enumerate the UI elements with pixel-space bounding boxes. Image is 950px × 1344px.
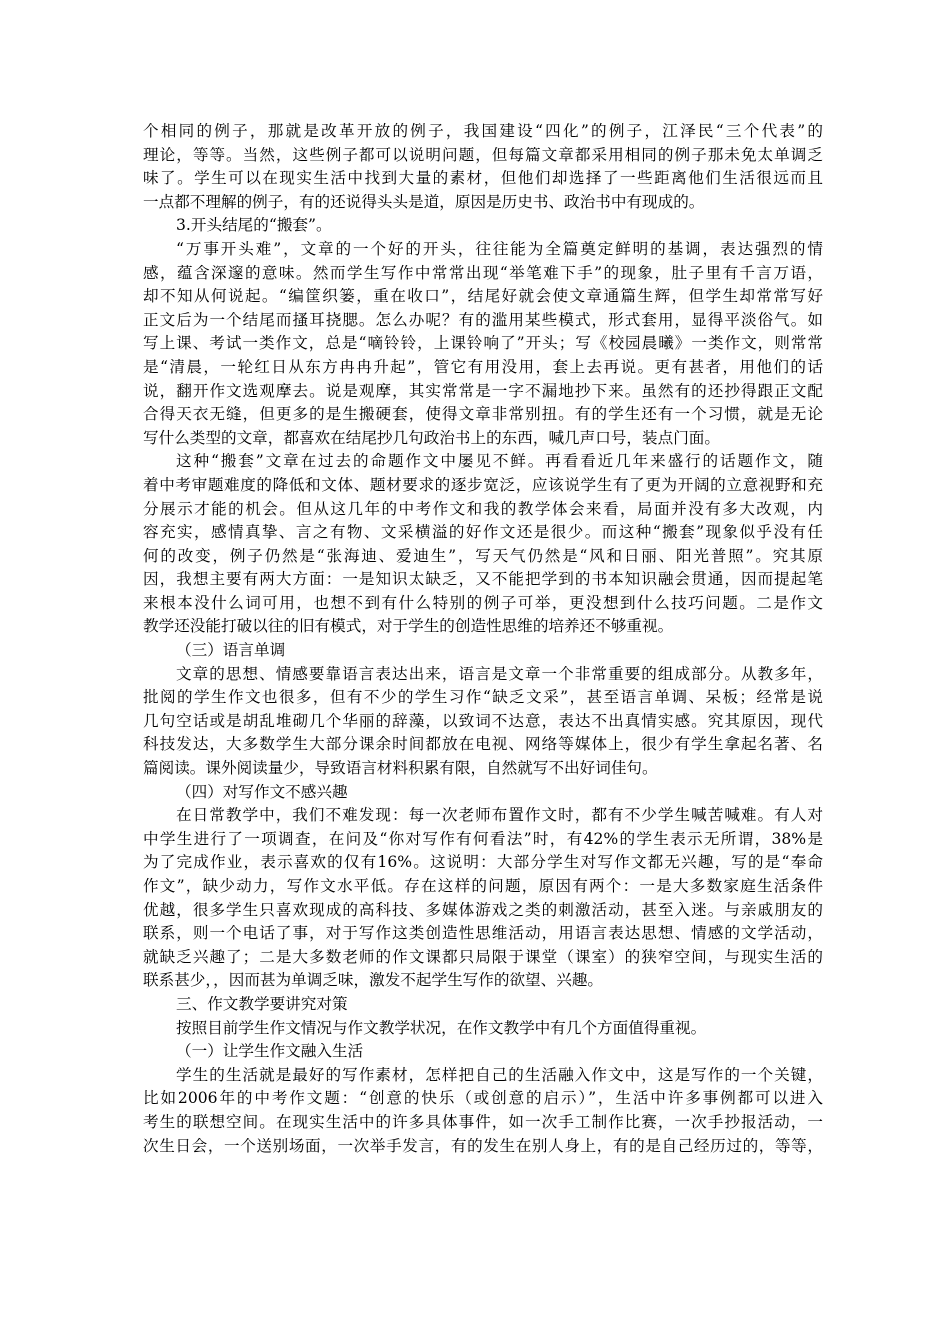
text-line: 味了。学生可以在现实生活中找到大量的素材，但他们却选择了一些距离他们生活很远而且 xyxy=(143,169,823,188)
text-line: 来根本没什么词可用，也想不到有什么特别的例子可举，更没想到什么技巧问题。二是作文 xyxy=(143,593,823,612)
text-line: 按照目前学生作文情况与作文教学状况，在作文教学中有几个方面值得重视。 xyxy=(176,1018,707,1037)
text-line: 容充实，感情真挚、言之有物、文采横溢的好作文还是很少。而这种“搬套”现象似乎没有任 xyxy=(143,523,823,542)
text-line: 何的改变，例子仍然是“张海迪、爱迪生”，写天气仍然是“风和日丽、阳光普照”。究其原 xyxy=(143,546,823,565)
text-line: 为了完成作业，表示喜欢的仅有16%。这说明：大部分学生对写作文都无兴趣，写的是“奉命 xyxy=(143,853,823,872)
text-line: 一点都不理解的例子，有的还说得头头是道，原因是历史书、政治书中有现成的。 xyxy=(143,192,705,211)
text-line: 中学生进行了一项调查，在问及“你对写作有何看法”时，有42%的学生表示无所谓，38%是 xyxy=(143,829,823,848)
text-line: 个相同的例子，那就是改革开放的例子，我国建设“四化”的例子，江泽民“三个代表”的 xyxy=(143,122,823,140)
text-line: 优越，很多学生只喜欢现成的高科技、多媒体游戏之类的刺激活动，甚至入迷。与亲戚朋友的 xyxy=(143,900,823,919)
section-heading: 三、作文教学要讲究对策 xyxy=(176,994,348,1013)
text-line: 作文”，缺少动力，写作文水平低。存在这样的问题，原因有两个：一是大多数家庭生活条件 xyxy=(143,877,823,895)
text-line: 是“清晨，一轮红日从东方冉冉升起”，管它有用没用，套上去再说。更有甚者，用他们的话 xyxy=(143,357,823,376)
text-line: 写什么类型的文章，都喜欢在结尾抄几句政治书上的东西，喊几声口号，装点门面。 xyxy=(143,428,720,447)
text-line: 因，我想主要有两大方面：一是知识太缺乏，又不能把学到的书本知识融会贯通，因而提起笔 xyxy=(143,570,823,589)
text-line: 批阅的学生作文也很多，但有不少的学生习作“缺乏文采”，甚至语言单调、呆板；经常是说 xyxy=(143,688,823,707)
text-line: 感，蕴含深邃的意味。然而学生写作中常常出现“举笔难下手”的现象，肚子里有千言万语， xyxy=(143,263,823,282)
text-line: 教学还没能打破以往的旧有模式，对于学生的创造性思维的培养还不够重视。 xyxy=(143,617,674,636)
section-heading: 3.开头结尾的“搬套”。 xyxy=(176,216,332,235)
text-line: 却不知从何说起。“编筐织篓，重在收口”，结尾好就会使文章通篇生辉，但学生却常常写好 xyxy=(143,287,823,306)
text-line: 联系甚少，，因而甚为单调乏味，激发不起学生写作的欲望、兴趣。 xyxy=(143,971,604,990)
text-line: 几句空话或是胡乱堆砌几个华丽的辞藻，以致词不达意，表达不出真情实感。究其原因，现代 xyxy=(143,711,823,730)
text-line: 正文后为一个结尾而搔耳挠腮。怎么办呢？有的滥用某些模式，形式套用，显得平淡俗气。如 xyxy=(143,310,823,329)
text-line: 科技发达，大多数学生大部分课余时间都放在电视、网络等媒体上，很少有学生拿起名著、名 xyxy=(143,735,823,754)
text-line: 这种“搬套”文章在过去的命题作文中屡见不鲜。再看看近几年来盛行的话题作文，随 xyxy=(176,452,823,471)
text-line: 考生的联想空间。在现实生活中的许多具体事件，如一次手工制作比赛，一次手抄报活动，一 xyxy=(143,1112,823,1131)
text-line: 比如2006年的中考作文题：“创意的快乐（或创意的启示）”，生活中许多事例都可以进入 xyxy=(143,1089,823,1108)
text-line: 分展示才能的机会。但从这几年的中考作文和我的教学体会来看，局面并没有多大改观，内 xyxy=(143,499,823,518)
text-line: “万事开头难”，文章的一个好的开头，往往能为全篇奠定鲜明的基调，表达强烈的情 xyxy=(176,239,823,258)
document-page xyxy=(143,120,823,1158)
section-heading: （一）让学生作文融入生活 xyxy=(176,1042,364,1061)
text-line: 合得天衣无缝，但更多的是生搬硬套，使得文章非常别扭。有的学生还有一个习惯，就是无论 xyxy=(143,405,823,424)
text-line: 着中考审题难度的降低和文体、题材要求的逐步宽泛，应该说学生有了更为开阔的立意视野和充 xyxy=(143,475,823,494)
text-line: 文章的思想、情感要靠语言表达出来，语言是文章一个非常重要的组成部分。从教多年， xyxy=(176,664,823,683)
text-line: 在日常教学中，我们不难发现：每一次老师布置作文时，都有不少学生喊苦喊难。有人对 xyxy=(176,806,823,825)
text-line: 次生日会，一个送别场面，一次举手发言，有的发生在别人身上，有的是自己经历过的，等等， xyxy=(143,1136,823,1155)
text-line: 联系，则一个电话了事，对于写作这类创造性思维活动，用语言表达思想、情感的文学活动， xyxy=(143,924,823,943)
text-line: 说，翻开作文选观摩去。说是观摩，其实常常是一字不漏地抄下来。虽然有的还抄得跟正文配 xyxy=(143,381,823,400)
text-line: 就缺乏兴趣了；二是大多数老师的作文课都只局限于课堂（课室）的狭窄空间，与现实生活的 xyxy=(143,947,823,966)
text-line: 理论，等等。当然，这些例子都可以说明问题，但每篇文章都采用相同的例子那未免太单调乏 xyxy=(143,145,823,164)
text-line: 写上课、考试一类作文，总是“嘀铃铃，上课铃响了”开头；写《校园晨曦》一类作文，则常常 xyxy=(143,334,823,353)
section-heading: （四）对写作文不感兴趣 xyxy=(176,782,348,801)
text-line: 篇阅读。课外阅读量少，导致语言材料积累有限，自然就写不出好词佳句。 xyxy=(143,759,658,778)
text-line: 学生的生活就是最好的写作素材，怎样把自己的生活融入作文中，这是写作的一个关键， xyxy=(176,1065,823,1084)
section-heading: （三）语言单调 xyxy=(176,641,286,660)
